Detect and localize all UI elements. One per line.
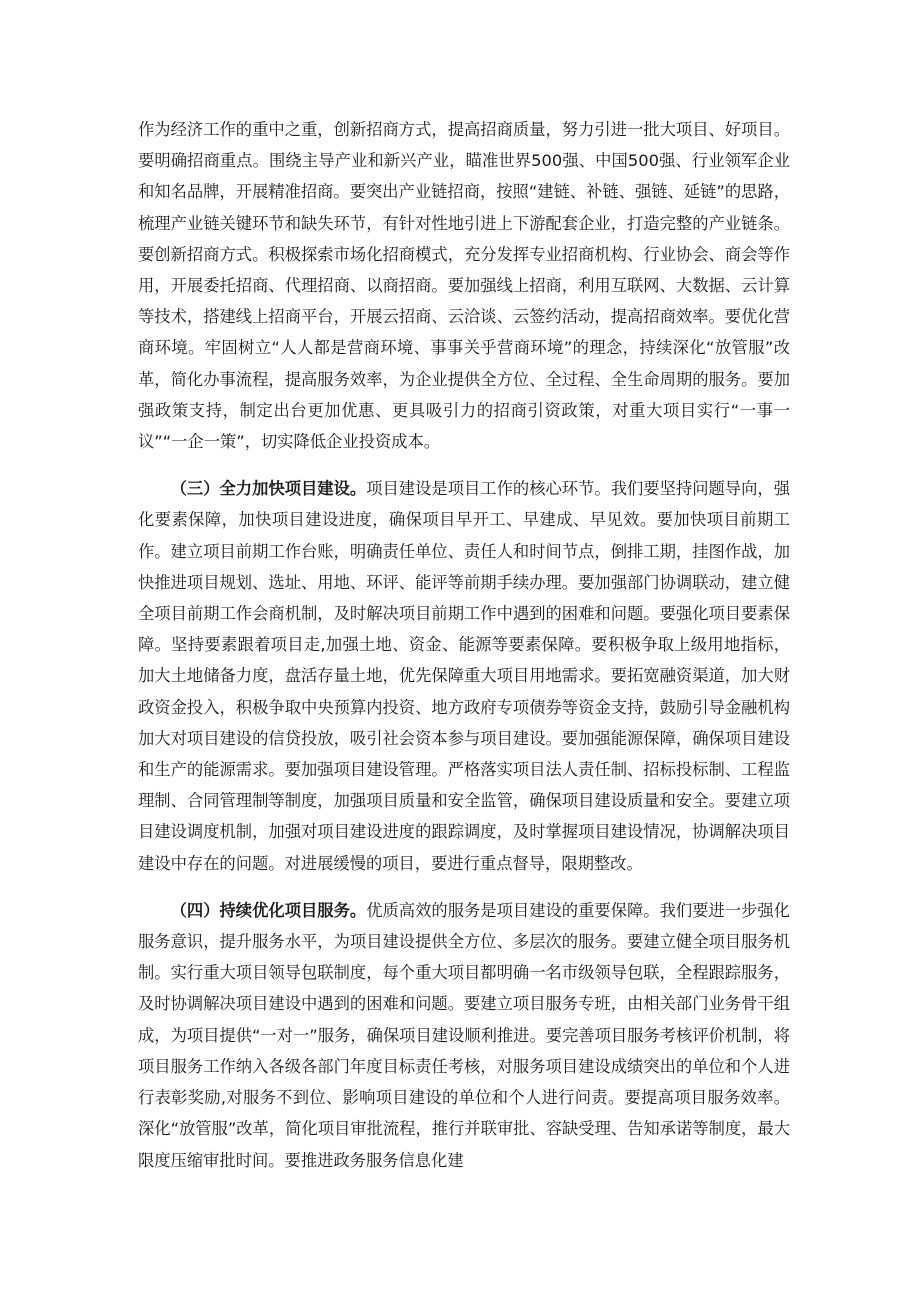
- section-4-paragraph: [138, 895, 790, 1176]
- section-3-body: 项目建设是项目工作的核心环节。我们要坚持问题导向，强化要素保障，加快项目建设进度，确保项目早开工、早建成、早见效。要加快项目前期工作。建立项目前期工作台账，明确责任单位、责任人和时间节点，倒排工期，挂图作战，加快推进项目规划、选址、用地、环评、能评等前期手续办理。要加强部门协调联动，建立健全项目前期工作会商机制，及时解决项目前期工作中遇到的困难和问题。要强化项目要素保障。坚持要素跟着项目走,加强土地、资金、能源等要素保障。要积极争取上级用地指标，加大土地储备力度，盘活存量土地，优先保障重大项目用地需求。要拓宽融资渠道，加大财政资金投入，积极争取中央预算内投资、地方政府专项债券等资金支持，鼓励引导金融机构加大对项目建设的信贷投放，吸引社会资本参与项目建设。要加强能源保障，确保项目建设和生产的能源需求。要加强项目建设管理。严格落实项目法人责任制、招标投标制、工程监理制、合同管理制等制度，加强项目质量和安全监管，确保项目建设质量和安全。要建立项目建设调度机制，加强对项目建设进度的跟踪调度，及时掌握项目建设情况，协调解决项目建设中存在的问题。对进展缓慢的项目，要进行重点督导，限期整改。: [138, 479, 790, 873]
- section-4-body: 优质高效的服务是项目建设的重要保障。我们要进一步强化服务意识，提升服务水平，为项目建设提供全方位、多层次的服务。要建立健全项目服务机制。实行重大项目领导包联制度，每个重大项目都明确一名市级领导包联，全程跟踪服务，及时协调解决项目建设中遇到的困难和问题。要建立项目服务专班，由相关部门业务骨干组成，为项目提供“一对一”服务，确保项目建设顺利推进。要完善项目服务考核评价机制，将项目服务工作纳入各级各部门年度目标责任考核，对服务项目建设成绩突出的单位和个人进行表彰奖励,对服务不到位、影响项目建设的单位和个人进行问责。要提高项目服务效率。深化“放管服”改革，简化项目审批流程，推行并联审批、容缺受理、告知承诺等制度，最大限度压缩审批时间。要推进政务服务信息化建: [138, 900, 790, 1170]
- section-3-heading: （三）全力加快项目建设。: [170, 479, 367, 499]
- section-4-heading: （四）持续优化项目服务。: [170, 900, 367, 920]
- paragraph-continued: 作为经济工作的重中之重，创新招商方式，提高招商质量，努力引进一批大项目、好项目。要明确招商重点。围绕主导产业和新兴产业，瞄准世界500强、中国500强、行业领军企业和知名品牌，开展精准招商。要突出产业链招商，按照“建链、补链、强链、延链”的思路，梳理产业链关键环节和缺失环节，有针对性地引进上下游配套企业，打造完整的产业链条。要创新招商方式。积极探索市场化招商模式，充分发挥专业招商机构、行业协会、商会等作用，开展委托招商、代理招商、以商招商。要加强线上招商，利用互联网、大数据、云计算等技术，搭建线上招商平台，开展云招商、云洽谈、云签约活动，提高招商效率。要优化营商环境。牢固树立“人人都是营商环境、事事关乎营商环境”的理念，持续深化“放管服”改革，简化办事流程，提高服务效率，为企业提供全方位、全过程、全生命周期的服务。要加强政策支持，制定出台更加优惠、更具吸引力的招商引资政策，对重大项目实行“一事一议”“一企一策”，切实降低企业投资成本。: [138, 120, 790, 452]
- document-body: [138, 114, 790, 1176]
- section-3-paragraph: [138, 473, 790, 879]
